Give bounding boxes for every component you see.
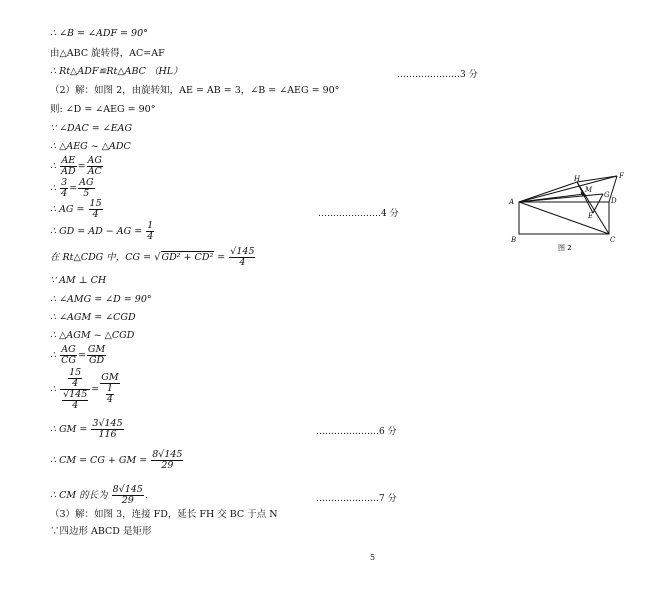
line-23: ∵四边形 ABCD 是矩形 — [50, 526, 152, 537]
line-9: ∴ $\frac{3}{4}$ = $\frac{AG}{5}$ — [50, 177, 94, 199]
label-d: D — [611, 197, 617, 205]
line-12: 在 Rt△CDG 中，CG = √GD² + CD² = $\frac{√145}{4}$ — [50, 246, 255, 268]
fraction: $\frac{AG}{AC}$ — [87, 155, 102, 177]
label-e: E — [588, 212, 594, 220]
segment-hc — [577, 182, 609, 234]
score-6: …………………6 分 — [316, 427, 397, 437]
label-m: M — [585, 186, 593, 194]
line-10: ∴ AG = $\frac{15}{4}$ — [50, 198, 102, 220]
line-5: 则: ∠D = ∠AEG = 90° — [50, 104, 156, 115]
segment-af — [519, 176, 617, 202]
line-6: ∵ ∠DAC = ∠EAG — [50, 123, 133, 134]
line-19: ∴ GM = $\frac{3√145}{116}$ — [50, 418, 123, 440]
line-14: ∴ ∠AMG = ∠D = 90° — [50, 294, 152, 305]
fraction: $\frac{1}{4}$ — [147, 220, 154, 242]
label-g: G — [604, 191, 610, 199]
score-7: …………………7 分 — [316, 494, 397, 504]
fraction: $\frac{AG}{5}$ — [79, 177, 94, 199]
compound-fraction: $\frac{\frac{15}{4}}{\frac{√145}{4}}$ — [60, 368, 90, 411]
segment-am — [519, 194, 584, 202]
line-8: ∴ $\frac{AE}{AD}$ = $\frac{AG}{AC}$ — [50, 155, 102, 177]
fraction: $\frac{AE}{AD}$ — [61, 155, 76, 177]
line-16: ∴ △AGM ~ △CGD — [50, 330, 135, 341]
fraction: $\frac{3√145}{116}$ — [92, 418, 123, 440]
fraction: $\frac{3}{4}$ — [61, 177, 68, 199]
label-h: H — [574, 175, 581, 183]
segment-eg — [593, 194, 603, 213]
page-number: 5 — [370, 553, 376, 562]
fraction: $\frac{15}{4}$ — [89, 198, 102, 220]
line-3: ∴ Rt△ADF≌Rt△ABC （HL） — [50, 66, 183, 77]
fraction: $\frac{AG}{CG}$ — [61, 344, 76, 366]
line-21: ∴ CM 的长为 $\frac{8√145}{29}$ . — [50, 484, 148, 506]
fraction: $\frac{8√145}{29}$ — [152, 449, 183, 471]
line-17: ∴ $\frac{AG}{CG}$ = $\frac{GM}{GD}$ — [50, 344, 106, 366]
label-a: A — [509, 198, 515, 206]
diagonal-ac — [519, 202, 609, 234]
line-15: ∴ ∠AGM = ∠CGD — [50, 312, 136, 323]
line-13: ∵ AM ⊥ CH — [50, 275, 107, 286]
score-3: …………………3 分 — [397, 70, 478, 80]
line-18: ∴ $\frac{\frac{15}{4}}{\frac{√145}{4}}$ = $\frac{GM}{\frac{1}{4}}$ — [50, 367, 119, 411]
line-7: ∴ △AEG ~ △ADC — [50, 141, 131, 152]
fraction: $\frac{GM}{GD}$ — [87, 344, 106, 366]
label-f: F — [619, 172, 624, 180]
line-11: ∴ GD = AD − AG = $\frac{1}{4}$ — [50, 220, 154, 242]
compound-fraction: $\frac{GM}{\frac{1}{4}}$ — [101, 372, 119, 406]
line-22: （3）解：如图 3，连接 FD，延长 FH 交 BC 于点 N — [50, 509, 278, 520]
label-b: B — [511, 236, 517, 244]
score-4: …………………4 分 — [318, 209, 399, 219]
line-20: ∴ CM = CG + GM = $\frac{8√145}{29}$ — [50, 449, 183, 471]
label-c: C — [610, 236, 616, 244]
geometry-figure-2 — [505, 170, 630, 255]
figure-caption: 图 2 — [558, 244, 572, 252]
line-1: ∴ ∠B = ∠ADF = 90° — [50, 28, 148, 39]
fraction: $\frac{8√145}{29}$ — [112, 484, 143, 506]
fraction: $\frac{√145}{4}$ — [230, 246, 255, 268]
line-4: （2）解：如图 2，由旋转知，AE = AB = 3，∠B = ∠AEG = 90° — [50, 85, 340, 96]
line-2: 由△ABC 旋转得，AC=AF — [50, 48, 165, 59]
